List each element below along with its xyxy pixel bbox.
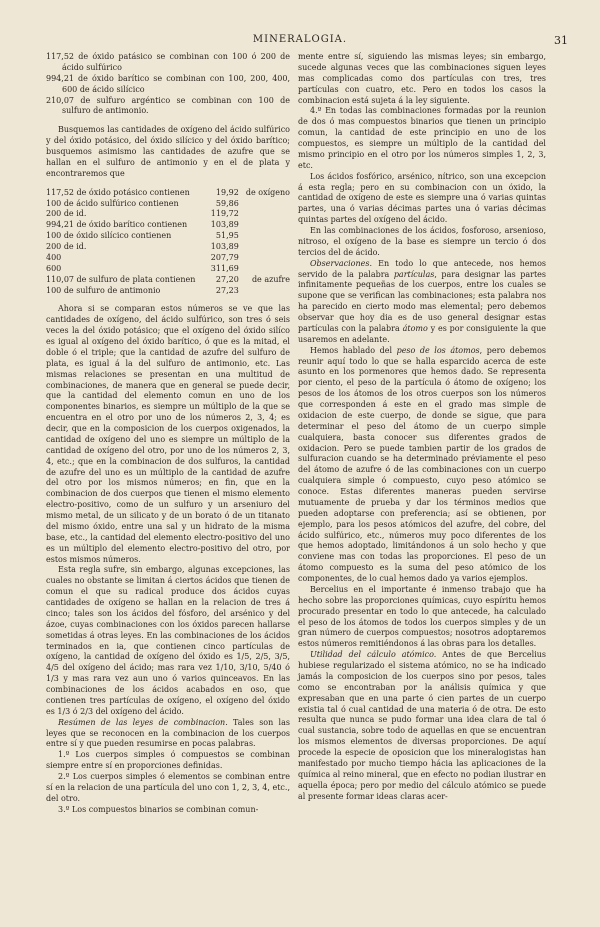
row-label: 600	[46, 263, 62, 273]
row-label: 100 de ácido sulfúrico contienen	[46, 198, 179, 208]
row-unit	[239, 209, 290, 220]
row-value: 207,79	[210, 252, 239, 262]
paragraph: mente entre sí, siguiendo las mismas leyes; sin embargo, sucede algunas veces que las combinaciones siguen leyes mas complicadas como dos partículas con tres, tres partículas con cuatro, etc. Pero en todos los casos la combinacion está sujeta á la ley siguiente.	[298, 52, 546, 105]
intro-line-2: 994,21 de óxido barítico se combinan con 100, 200, 400, 600 de ácido silícico	[46, 73, 290, 94]
paragraph-text: Antes de que Bercelius hubiese regularizado el sistema atómico, no se ha indicado jamás la composicion de los cuerpos sino por pesos, tales como se encontraban por la análisis química y que expresaban que en una parte ó cien partes de un cuerpo existia tal ó cual cantidad de una materia ó de otra. De esto resulta que nunca se pudo formar una idea clara de tal ó cual sustancia, sobre todo de aquellas en que se encuentran los mismos elementos de diversas proporciones. De aquí procede la especie de oposicion que los mineralogistas han manifestado por mucho tiempo hácia las aplicaciones de la química al reino mineral, que en efecto no podian ilustrar en aquella época; pero por medio del cálculo atómico se puede al presente formar ideas claras acer-	[298, 650, 547, 801]
paragraph-text: Hemos hablado del	[310, 345, 397, 355]
table-row	[46, 264, 290, 275]
paragraph-text: Tales son las leyes que se reconocen en la combinacion de los cuerpos entre sí y que pueden resumirse en pocas palabras.	[46, 717, 290, 749]
row-label: 200 de id.	[46, 209, 87, 219]
paragraph-text: , pero debemos reunir aquí todo lo que se halla esparcido acerca de este asunto en los pormenores que hemos dado. Se representa por ciento, el peso de la partícula ó átomo de oxígeno; los pesos de los átomos de los otros cuerpos son los números que corresponden á este en el grado mas simple de oxidacion de este cuerpo, de donde se sigue, que para determinar el peso del átomo de un cuerpo simple cualquiera, basta conocer sus diferentes grados de oxidacion. Pero se puede tambien partir de los grados de sulfuracion cuando se ha determinado préviamente el peso del átomo de azufre ó de las combinaciones con un cuerpo cualquiera simple ó compuesto, cuyo peso atómico se conoce. Estas diferentes maneras pueden servirse mutuamente de prueba y dar los términos medios que pueden adoptarse con preferencia; así se obtienen, por ejemplo, para los pesos atómicos del azufre, del cobre, del ácido sulfúrico, etc., números muy poco diferentes de los que hemos adoptado, limitándonos á un solo hecho y que conviene mas con todas las proporciones. El peso de un átomo compuesto es la suma del peso atómico de los componentes, de lo cual hemos dado ya varios ejemplos.	[298, 345, 546, 583]
row-value: 51,95	[215, 231, 239, 241]
running-header	[0, 34, 600, 50]
table-row	[46, 253, 290, 264]
row-unit	[239, 199, 290, 210]
page-number: 31	[554, 34, 568, 47]
row-label: 100 de óxido silícico contienen	[46, 231, 172, 241]
intro-line-1: 117,52 de óxido patásico se combinan con 100 ó 200 de ácido sulfúrico	[46, 52, 290, 72]
row-unit: de oxígeno	[245, 187, 290, 197]
paragraph	[46, 718, 290, 751]
row-label: 100 de sulfuro de antimonio	[46, 285, 161, 295]
paragraph: En las combinaciones de los ácidos, fosforoso, arsenioso, nitroso, el oxígeno de la base es siempre un tercio ó dos tercios del de ácido.	[298, 226, 546, 257]
law-4: 4.º En todas las combinaciones formadas por la reunion de dos ó mas compuestos binarios que tienen un principio comun, la cantidad de este principio en uno de los compuestos, es siempre un múltiplo de la cantidad del mismo principio en el otro por los números simples 1, 2, 3, etc.	[298, 106, 546, 170]
table-row	[46, 209, 290, 220]
row-value: 119,72	[210, 209, 239, 219]
running-title: MINERALOGIA.	[252, 34, 348, 45]
intro-line-3: 210,07 de sulfuro argéntico se combinan con 100 de sulfuro de antimonio.	[46, 95, 290, 116]
section-heading: Resúmen de las leyes de combinacion.	[58, 717, 228, 727]
composition-table	[46, 188, 290, 297]
paragraph	[298, 346, 546, 585]
paragraph	[298, 259, 546, 346]
row-unit	[239, 231, 290, 242]
row-value: 27,20	[215, 274, 239, 284]
row-value: 19,92	[215, 187, 239, 197]
row-value: 103,89	[210, 242, 239, 251]
left-column	[46, 52, 290, 816]
right-column	[298, 52, 546, 802]
paragraph: Los ácidos fosfórico, arsénico, nítrico, son una excepcion á esta regla; pero en su combinacion con un óxido, la cantidad de oxígeno de este es siempre una ó varias quintas partes, una ó varias décimas partes una ó varias décimas quintas partes del oxígeno del ácido.	[298, 171, 546, 225]
section-heading: Observaciones.	[310, 258, 373, 268]
paragraph	[298, 650, 546, 802]
row-label: 117,52 de óxido potásico contienen	[46, 187, 190, 197]
law-1: 1.º Los cuerpos simples ó compuestos se combinan siempre entre sí en proporciones definidas.	[46, 750, 290, 771]
table-row	[46, 199, 290, 210]
row-value: 59,86	[215, 198, 239, 208]
row-unit	[239, 253, 290, 264]
paragraph-text: , para designar las partes infinitamente pequeñas de los cuerpos, entre los cuales se supone que se verifican las combinaciones; esta palabra nos ha parecido en cierto modo mas elemental; pero debemos observar que hoy dia es de uso general designar estas partículas con la palabra	[298, 269, 546, 333]
paragraph-text: y es por consiguiente la que usaremos en adelante.	[298, 323, 547, 344]
row-unit	[239, 286, 290, 297]
emphasis: peso de los átomos	[396, 345, 480, 355]
row-unit	[239, 264, 290, 275]
row-unit	[239, 242, 290, 253]
row-value: 311,69	[210, 263, 239, 273]
table-row	[46, 242, 290, 253]
row-unit: de azufre	[251, 274, 290, 284]
row-label: 994,21 de óxido barítico contienen	[46, 220, 188, 230]
paragraph: Ahora si se comparan estos números se ve que las cantidades de oxígeno, del ácido sulfúrico, son tres ó seis veces la del óxido potásico; que el oxígeno del óxido silíco es igual al oxígeno del óxido barítico, ó que es la mitad, el doble ó el triple; que la cantidad de azufre del sulfuro de plata, es igual á la del sulfuro de antimonio, etc. Las mismas relaciones se presentan en una multitud de combinaciones, de manera que en general se puede decir, que la cantidad del elemento comun en uno de los componentes binarios, es siempre un múltiplo de la que se encuentra en el otro por uno de los números 2, 3, 4; es decir, que en la composicion de los cuerpos oxigenados, la cantidad de oxígeno del uno es siempre un múltiplo de la cantidad de oxígeno del otro, por uno de los números 2, 3, 4, etc.; que en la combinacion de dos sulfuros, la cantidad de azufre del uno es un múltiplo de la cantidad de azufre del otro por los mismos números; en fin, que en la combinacion de dos cuerpos que tienen el mismo elemento electro-positivo, como de un sulfuro y un arseniuro del mismo metal, de un silicato y de un borato ó de un titanato del mismo óxido, entre una sal y un hidrato de la misma base, etc., la cantidad del elemento electro-positivo del uno es un múltiplo del elemento electro-positivo del otro, por estos mismos números.	[46, 304, 290, 564]
paragraph: Esta regla sufre, sin embargo, algunas excepciones, las cuales no obstante se limitan á ciertos ácidos que tienen de comun el que su radical produce dos ácidos cuyas cantidades de oxígeno se hallan en la relacion de tres á cinco; tales son los ácidos del fósforo, del arsénico y del ázoe, cuyas combinaciones con los óxidos parecen hallarse sometidas á otras leyes. En las combinaciones de los ácidos terminados en ia, que contienen cinco partículas de oxígeno, la cantidad de oxígeno del óxido es 1/5, 2/5, 3/5, 4/5 del oxígeno del ácido; mas rara vez 1/10, 3/10, 5/40 ó 1/3 y mas rara vez aun uno ó varios quinceavos. En las combinaciones de los ácidos acabados en oso, que contienen tres partículas de oxígeno, el oxígeno del óxido es 1/3 ó 2/3 del oxígeno del ácido.	[46, 565, 290, 716]
emphasis: partículas	[393, 269, 435, 279]
law-2: 2.º Los cuerpos simples ó elementos se combinan entre sí en la relacion de una partícula del uno con 1, 2, 3, 4, etc., del otro.	[46, 772, 290, 803]
section-heading: Utilidad del cálculo atómico.	[310, 650, 437, 660]
row-value: 27,23	[215, 285, 239, 295]
row-label: 110,07 de sulfuro de plata contienen	[46, 274, 196, 284]
table-row	[46, 188, 290, 199]
paragraph: Busquemos las cantidades de oxígeno del ácido sulfúrico y del óxido potásico, del óxido silícico y del óxido barítico; busquemos asimismo las cantidades de azufre que se hallan en el sulfuro de antimonio y en el de plata y encontraremos que	[46, 125, 290, 178]
paragraph: Bercelius en el importante é inmenso trabajo que ha hecho sobre las proporciones químicas, cuyo espíritu hemos procurado presentar en todo lo que antecede, ha calculado el peso de los átomos de todos los cuerpos simples y de un gran número de cuerpos compuestos; nosotros adoptaremos estos números remitiéndonos á las obras para los detalles.	[298, 584, 546, 649]
table-row	[46, 275, 290, 286]
row-unit	[239, 220, 290, 231]
table-row	[46, 286, 290, 297]
table-row	[46, 220, 290, 231]
paragraph-text: En todo lo que antecede, nos hemos servido de la palabra	[298, 258, 546, 279]
table-row	[46, 231, 290, 242]
law-3: 3.º Los compuestos binarios se combinan comun-	[58, 804, 259, 814]
row-label: 200 de id.	[46, 242, 87, 251]
row-value: 103,89	[210, 220, 239, 230]
row-label: 400	[46, 252, 62, 262]
emphasis: átomo	[402, 323, 428, 333]
